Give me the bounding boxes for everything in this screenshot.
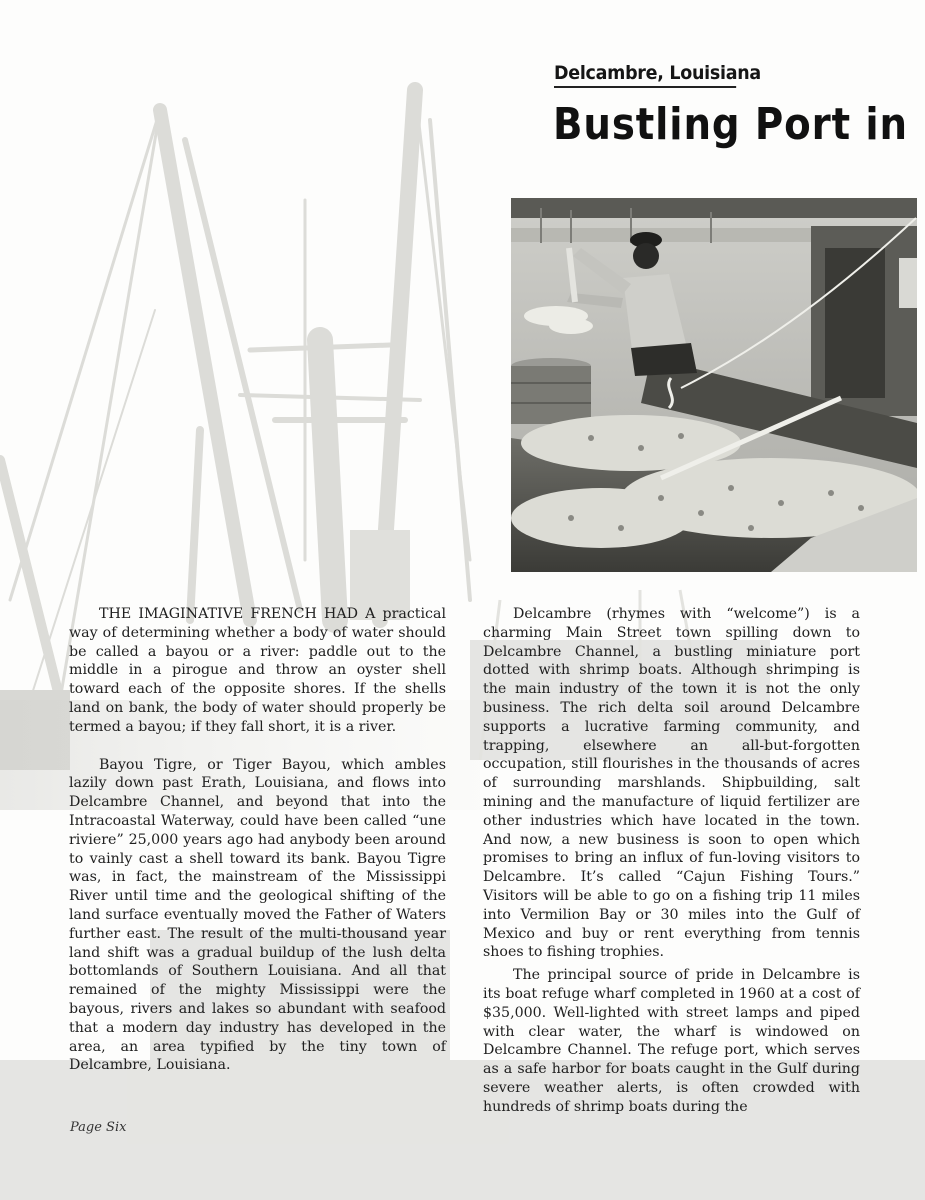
photo-illustration bbox=[511, 198, 917, 572]
article-column-left bbox=[69, 605, 446, 1075]
article-paragraph: THE IMAGINATIVE FRENCH HAD A practical way of determining whether a body of water should be called a bayou or a river: paddle out to the middle in a pirogue and throw an oyster shell toward each of the opposite shores. If the shells land on bank, the body of water should properly be termed a bayou; if they fall short, it is a river. bbox=[69, 606, 446, 735]
article-paragraph: Delcambre (rhymes with “welcome”) is a charming Main Street town spilling down to Delcambre Channel, a bustling miniature port dotted with shrimp boats. Although shrimping is the main industry of the town it is not the only business. The rich delta soil around Delcambre supports a lucrative farming community, and trapping, elsewhere an all-but-forgotten occupation, still flourishes in the thousands of acres of surrounding marshlands. Shipbuilding, salt mining and the manufacture of liquid fertilizer are other industries which have located in the town. And now, a new business is soon to open which promises to bring an influx of fun-loving visitors to Delcambre. It’s called “Cajun Fishing Tours.” Visitors will be able to go on a fishing trip 11 miles into Vermilion Bay or 30 miles into the Gulf of Mexico and buy or rent everything from tennis shoes to fishing trophies. bbox=[483, 606, 860, 961]
article-paragraph: The principal source of pride in Delcambre is its boat refuge wharf completed in 1960 at a cost of $35,000. Well-lighted with street lamps and piped with clear water, the wharf is windowed on Delcambre Channel. The refuge port, which serves as a safe harbor for boats caught in the Gulf during severe weather alerts, is often crowded with hundreds of shrimp boats during the bbox=[483, 967, 860, 1115]
article-column-right bbox=[483, 605, 860, 1117]
headline: Bustling Port in bbox=[553, 99, 908, 150]
section-kicker: Delcambre, Louisiana bbox=[554, 62, 736, 88]
article-paragraph: Bayou Tigre, or Tiger Bayou, which ambles lazily down past Erath, Louisiana, and flows into Delcambre Channel, and beyond that into the Intracoastal Waterway, could have been called “une riviere” 25,000 years ago had anybody been around to vainly cast a shell toward its bank. Bayou Tigre was, in fact, the mainstream of the Mississippi River until time and the geological shifting of the land surface eventually moved the Father of Waters further east. The result of the multi-thousand year land shift was a gradual buildup of the lush delta bottomlands of Southern Louisiana. And all that remained of the mighty Mississippi were the bayous, rivers and lakes so abundant with seafood that a modern day industry has developed in the area, an area typified by the tiny town of Delcambre, Louisiana. bbox=[69, 756, 446, 1074]
page-number: Page Six bbox=[70, 1120, 127, 1135]
shrimp-boat-photo bbox=[511, 198, 917, 572]
